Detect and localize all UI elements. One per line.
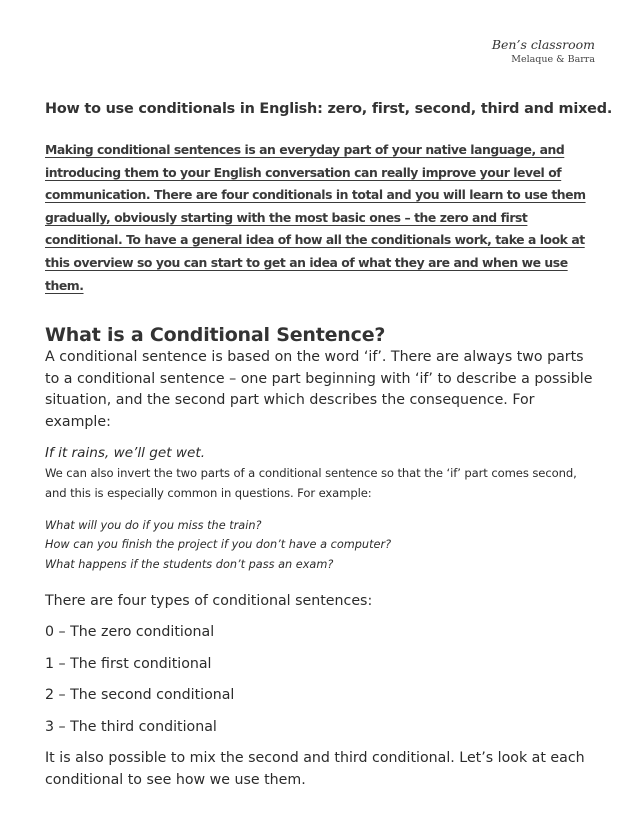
question-examples xyxy=(45,516,595,575)
closing-paragraph: It is also possible to mix the second and third conditional. Let’s look at each conditional to see how we use them. xyxy=(45,750,585,788)
example-sentence: If it rains, we’ll get wet. xyxy=(45,444,206,461)
conditional-type-item: 3 – The third conditional xyxy=(45,718,217,735)
conditional-type-item: 1 – The first conditional xyxy=(45,655,212,672)
brand-subtitle: Melaque & Barra xyxy=(511,54,595,65)
invert-note: We can also invert the two parts of a conditional sentence so that the ‘if’ part comes second, and this is especially common in questions. For example: xyxy=(45,465,577,501)
conditional-type-item: 2 – The second conditional xyxy=(45,687,235,704)
intro-paragraph: Making conditional sentences is an everyday part of your native language, and introducing them to your English conversation can really improve your level of communication. There are four conditionals in total and you will learn to use them gradually, obviously starting with the most basic ones – the zero and first conditional. To have a general idea of how all the conditionals work, take a look at this overview so you can start to get an idea of what they are and when we use them. xyxy=(45,142,586,293)
question-example: How can you finish the project if you don’t have a computer? xyxy=(45,538,392,552)
question-example: What will you do if you miss the train? xyxy=(45,518,262,532)
document-title: How to use conditionals in English: zero, first, second, third and mixed. xyxy=(45,101,613,117)
document-body xyxy=(45,99,613,792)
header-brand xyxy=(492,37,595,67)
section-heading: What is a Conditional Sentence? xyxy=(45,324,386,347)
question-example: What happens if the students don’t pass an exam? xyxy=(45,557,334,571)
types-intro: There are four types of conditional sentences: xyxy=(45,593,373,610)
brand-title: Ben’s classroom xyxy=(491,37,595,52)
definition-paragraph: A conditional sentence is based on the word ‘if’. There are always two parts to a conditional sentence – one part beginning with ‘if’ to describe a possible situation, and the second part which describes the consequence. For example: xyxy=(45,349,593,430)
conditional-type-item: 0 – The zero conditional xyxy=(45,624,215,641)
